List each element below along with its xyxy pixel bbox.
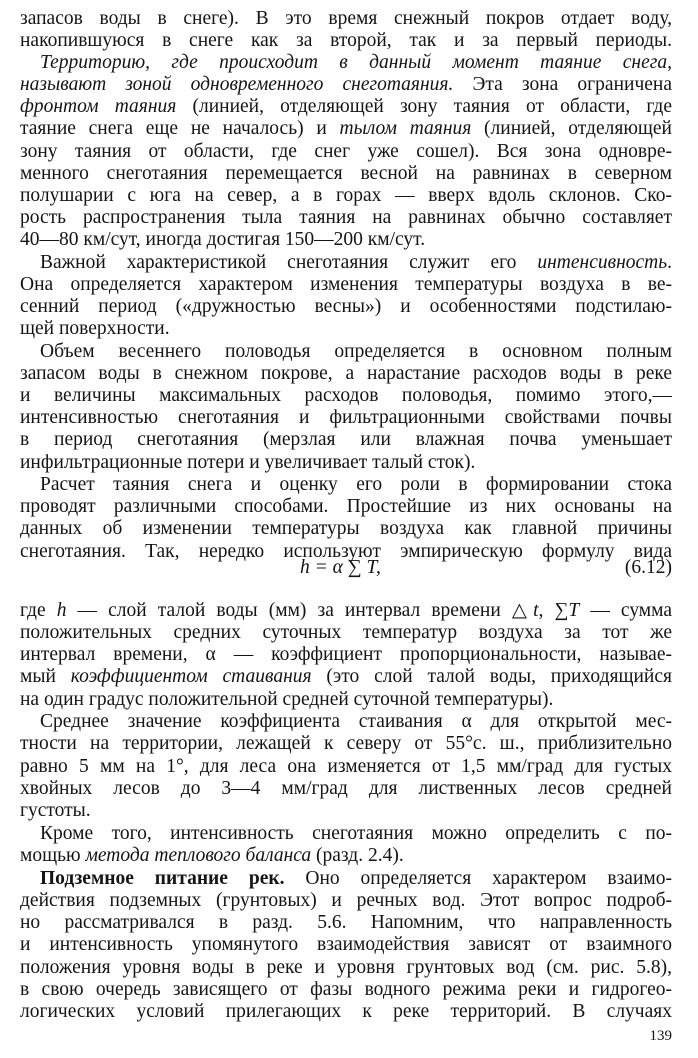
text-run: и интенсивность упомянутого взаимодействия зависят от взаимного (20, 934, 672, 955)
text-line (20, 912, 672, 935)
text-line (20, 622, 672, 645)
text-run: полушарии с юга на север, а в горах — вверх вдоль склонов. Ско- (20, 185, 672, 206)
text-line (20, 163, 672, 186)
text-run: логических условий прилегающих к реке территорий. В случаях (20, 1001, 672, 1022)
italic-term: Территорию, где происходит в данный момент таяние снега, (40, 52, 672, 73)
text-run: рость распространения тыла таяния на равнинах обычно составляет (20, 207, 672, 228)
text-line (20, 429, 672, 452)
text-line (20, 118, 672, 141)
text-run: Среднее значение коэффициента стаивания α для открытой мес- (40, 711, 672, 732)
text-line (20, 74, 672, 97)
text-run: в период снеготаяния (мерзлая или влажная почва уменьшает (20, 429, 672, 450)
text-line (20, 778, 672, 801)
text-line (20, 979, 672, 1002)
text-line (20, 666, 672, 689)
italic-term: T (568, 600, 580, 621)
text-line (20, 141, 672, 164)
italic-term: фронтом таяния (20, 96, 177, 117)
text-run: на один градус положительной средней суточной температуры). (20, 689, 554, 710)
text-line (40, 823, 672, 846)
text-run: . (667, 252, 672, 273)
text-run: , ∑ (538, 600, 569, 621)
text-line (40, 52, 672, 75)
italic-term: метода теплового баланса (85, 845, 312, 866)
text-line (20, 318, 672, 341)
text-line (20, 600, 672, 623)
text-run: но рассматривался в разд. 5.6. Напомним, что направленность (20, 912, 672, 933)
text-run: проводят различными способами. Простейшие из них основаны на (20, 496, 672, 517)
page-number: 139 (649, 1028, 672, 1044)
formula: h = α ∑ T, (300, 557, 381, 578)
text-line (20, 689, 672, 712)
text-line (40, 711, 672, 734)
text-run: инфильтрационные потери и увеличивает талый сток). (20, 452, 476, 473)
text-run: накопившуюся в снеге как за второй, так и за первый периоды. (20, 30, 672, 51)
text-line (20, 207, 672, 230)
text-run: и величины максимальных расходов половодья, помимо этого,— (20, 385, 672, 406)
text-line (20, 296, 672, 319)
text-run: густоты. (20, 800, 91, 821)
text-run: положения уровня воды в реке и уровня грунтовых вод (см. рис. 5.8), (20, 957, 672, 978)
text-line (20, 890, 672, 913)
text-run: равно 5 мм на 1°, для леса она изменяется от 1,5 мм/град для густых (20, 756, 672, 777)
bold-heading: Подземное питание рек. (40, 868, 285, 889)
text-line (40, 252, 672, 275)
italic-term: называют зоной одновременного снеготаяния. (20, 74, 454, 95)
text-run: Эта зона ограничена (453, 74, 672, 95)
text-run: действия подземных (грунтовых) и речных вод. Этот вопрос подроб- (20, 890, 672, 911)
text-run: интенсивностью снеготаяния и фильтрационными свойствами почвы (20, 407, 672, 428)
text-run: (линией, отделяющей зону таяния от области, где (176, 96, 672, 117)
text-run: данных об изменении температуры воздуха как главной причины (20, 518, 672, 539)
text-run: где (20, 600, 57, 621)
text-run: (линией, отделяющей (471, 118, 672, 139)
text-line (20, 274, 672, 297)
text-line (20, 934, 672, 957)
text-run: зону таяния от области, где снег уже сошел). Вся зона одновре- (20, 141, 672, 162)
text-line (20, 957, 672, 980)
text-line (20, 1001, 672, 1024)
text-run: мощью (20, 845, 86, 866)
italic-term: коэффициентом стаивания (70, 666, 312, 687)
text-run: запасов воды в снеге). В это время снежный покров отдает воду, (20, 8, 672, 29)
text-run: (это слой талой воды, приходящийся (311, 666, 672, 687)
equation-number: (6.12) (624, 557, 672, 578)
text-run: Объем весеннего половодья определяется в основном полным (40, 341, 672, 362)
text-run: в свою очередь зависящего от фазы водного режима реки и гидрогео- (20, 979, 672, 1000)
text-line (40, 474, 672, 497)
text-run: менного снеготаяния перемещается весной на равнинах в северном (20, 163, 672, 184)
text-run: интервал времени, α — коэффициент пропорциональности, называе- (20, 644, 672, 665)
text-line (20, 8, 672, 31)
text-run: тности на территории, лежащей к северу от 55°с. ш., приблизительно (20, 733, 672, 754)
text-line (20, 363, 672, 386)
text-run: Расчет таяния снега и оценку его роли в формировании стока (40, 474, 672, 495)
text-run: Она определяется характером изменения температуры воздуха в ве- (20, 274, 672, 295)
text-run: положительных средних суточных температур воздуха за тот же (20, 622, 672, 643)
italic-term: тылом таяния (339, 118, 472, 139)
text-line (20, 96, 672, 119)
text-run: снеготаяния. Так, нередко используют эмпирическую формулу вида (20, 541, 672, 562)
text-run: Кроме того, интенсивность снеготаяния можно определить с по- (40, 823, 672, 844)
text-line (20, 496, 672, 519)
text-run: мый (20, 666, 71, 687)
text-line (20, 407, 672, 430)
text-line (20, 756, 672, 779)
text-run: (разд. 2.4). (311, 845, 404, 866)
italic-term: t (533, 600, 539, 621)
text-run: — сумма (579, 600, 672, 621)
text-run: сенний период («дружностью весны») и особенностями подстилаю- (20, 296, 672, 317)
text-run: запасом воды в снежном покрове, а нарастание расходов воды в реке (20, 363, 672, 384)
text-line (20, 30, 672, 53)
italic-term: интенсивность (537, 252, 668, 273)
text-line (40, 341, 672, 364)
text-line (20, 845, 672, 868)
text-line (20, 800, 672, 823)
text-line (20, 452, 672, 475)
text-run: Оно определяется характером взаимо- (284, 868, 672, 889)
text-line (20, 644, 672, 667)
text-run: щей поверхности. (20, 318, 170, 339)
text-line (20, 385, 672, 408)
text-run: хвойных лесов до 3—4 мм/град для лиственных лесов средней (20, 778, 672, 799)
text-line (20, 229, 672, 252)
text-run: 40—80 км/сут, иногда достигая 150—200 км/сут. (20, 229, 426, 250)
text-line (20, 518, 672, 541)
text-line (40, 868, 672, 891)
italic-term: h (56, 600, 67, 621)
text-run: Важной характеристикой снеготаяния служит его (40, 252, 538, 273)
text-run: — слой талой воды (мм) за интервал времени △ (66, 600, 534, 621)
text-run: таяние снега еще не началось) и (20, 118, 340, 139)
text-line (20, 185, 672, 208)
text-line (20, 733, 672, 756)
